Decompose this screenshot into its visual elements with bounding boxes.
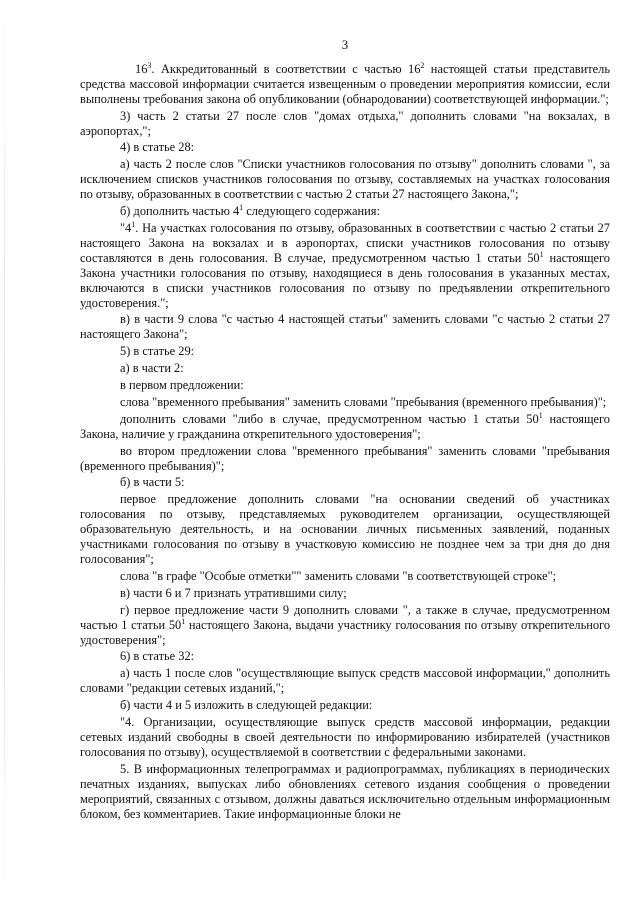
paragraph-p7	[80, 312, 610, 342]
paragraph-text: в первом предложении:	[120, 378, 244, 393]
paragraph-p14	[80, 475, 610, 490]
page-number: 3	[341, 38, 349, 52]
paragraph-text: во втором предложении слова "временного пребывания" заменить словами "пребывания (временного пребывания)";	[80, 443, 610, 473]
paragraph-text: настоящего Закона, наличие у гражданина открепительного удостоверения";	[80, 411, 610, 441]
paragraph-text: б) в части 5:	[120, 475, 185, 490]
paragraph-p12	[80, 412, 610, 442]
paragraph-text: слова "в графе "Особые отметки"" заменить словами "в соответствующей строке";	[120, 568, 557, 583]
paragraph-text: 16	[135, 61, 148, 76]
superscript: 3	[147, 60, 152, 70]
paragraph-text: в) в части 9 слова "с частью 4 настоящей статьи" заменить словами "с частью 2 статьи 27 настоящего Закона";	[80, 312, 610, 342]
superscript: 1	[239, 202, 244, 212]
paragraph-text: б) дополнить частью 4	[120, 204, 240, 219]
paragraph-text: следующего содержания:	[243, 204, 380, 219]
paragraph-text: а) часть 1 после слов "осуществляющие выпуск средств массовой информации," дополнить словами "редакции сетевых изданий,";	[80, 666, 610, 696]
paragraph-p2	[80, 109, 610, 139]
paragraph-p1	[80, 62, 610, 107]
paragraph-p9	[80, 361, 610, 376]
paragraph-p3	[80, 140, 610, 155]
scan-edge	[4, 0, 5, 905]
paragraph-p11	[80, 395, 610, 410]
paragraph-p5	[80, 204, 610, 219]
paragraph-text: "4. Организации, осуществляющие выпуск средств массовой информации, редакции сетевых изданий свободны в своей деятельности по информированию избирателей (участников голосования по отзыву), осуществляемой в соответствии с федеральными законами.	[80, 715, 610, 759]
paragraph-p13	[80, 444, 610, 474]
paragraph-text: "4	[120, 220, 132, 235]
paragraph-text: настоящей статьи представитель средства массовой информации считается извещенным о проведении мероприятия комиссии, если выполнены требования закона об опубликовании (обнародовании) соответствующей информации.";	[80, 61, 610, 106]
paragraph-text: в) части 6 и 7 признать утратившими силу;	[120, 585, 347, 600]
paragraph-text: 3) часть 2 статьи 27 после слов "домах отдыха," дополнить словами "на вокзалах, в аэропортах,";	[80, 108, 610, 138]
paragraph-p4	[80, 157, 610, 202]
paragraph-text: а) часть 2 после слов "Списки участников голосования по отзыву" дополнить словами ", за исключением списков участников голосования по отзыву, составляемых на участках голосования по отзыву, образованных в соответствии с частью 2 статьи 27 настоящего Закона,";	[80, 157, 610, 202]
paragraph-p15	[80, 492, 610, 567]
paragraph-p6	[80, 221, 610, 310]
superscript: 1	[181, 616, 186, 626]
superscript: 1	[539, 249, 544, 259]
paragraph-text: 4) в статье 28:	[120, 140, 195, 155]
paragraph-text: слова "временного пребывания" заменить словами "пребывания (временного пребывания)";	[120, 394, 607, 409]
paragraph-p22	[80, 715, 610, 760]
superscript: 1	[131, 219, 136, 229]
paragraph-text: дополнить словами "либо в случае, предусмотренном частью 1 статьи 50	[120, 411, 539, 426]
paragraph-text: б) части 4 и 5 изложить в следующей редакции:	[120, 698, 373, 713]
paragraph-p8	[80, 344, 610, 359]
paragraph-p23	[80, 762, 610, 822]
paragraph-p10	[80, 378, 610, 393]
paragraph-p16	[80, 569, 610, 584]
paragraph-text: первое предложение дополнить словами "на основании сведений об участниках голосования по отзыву, представляемых руководителем организации, осуществляющей образовательную деятельность, и на основании личных письменных заявлений, поданных участниками голосования по отзыву в участковую комиссию не позднее чем за три дня до дня голосования";	[80, 492, 610, 566]
paragraph-text: . Аккредитованный в соответствии с частью 16	[151, 61, 421, 76]
paragraph-p20	[80, 666, 610, 696]
paragraph-text: 6) в статье 32:	[120, 649, 195, 664]
paragraph-p18	[80, 603, 610, 648]
paragraph-text: г) первое предложение части 9 дополнить словами ", а также в случае, предусмотренном частью 1 статьи 50	[80, 602, 610, 632]
paragraph-text: 5. В информационных телепрограммах и радиопрограммах, публикациях в периодических печатных изданиях, выпусках либо обновлениях сетевого издания сообщения о проведении мероприятий, связанных с отзывом, должны даваться исключительно отдельным информационным блоком, без комментариев. Такие информационные блоки не	[80, 761, 610, 821]
superscript: 1	[538, 410, 543, 420]
superscript: 2	[420, 60, 425, 70]
document-body	[80, 62, 610, 822]
paragraph-text: настоящего Закона участники голосования по отзыву, находящиеся в день голосования в указанных местах, включаются в списки участников голосования по отзыву по предъявлении открепительного удостоверения.";	[80, 250, 610, 310]
paragraph-p17	[80, 586, 610, 601]
paragraph-text: . На участках голосования по отзыву, образованных в соответствии с частью 2 статьи 27 настоящего Закона на вокзалах и в аэропортах, списки участников голосования по отзыву составляются в день голосования. В случае, предусмотренном частью 1 статьи 50	[80, 220, 610, 265]
paragraph-text: настоящего Закона, выдачи участнику голосования по отзыву открепительного удостоверения";	[80, 617, 611, 647]
paragraph-p19	[80, 649, 610, 664]
paragraph-p21	[80, 698, 610, 713]
paragraph-text: а) в части 2:	[120, 361, 184, 376]
paragraph-text: 5) в статье 29:	[120, 344, 195, 359]
